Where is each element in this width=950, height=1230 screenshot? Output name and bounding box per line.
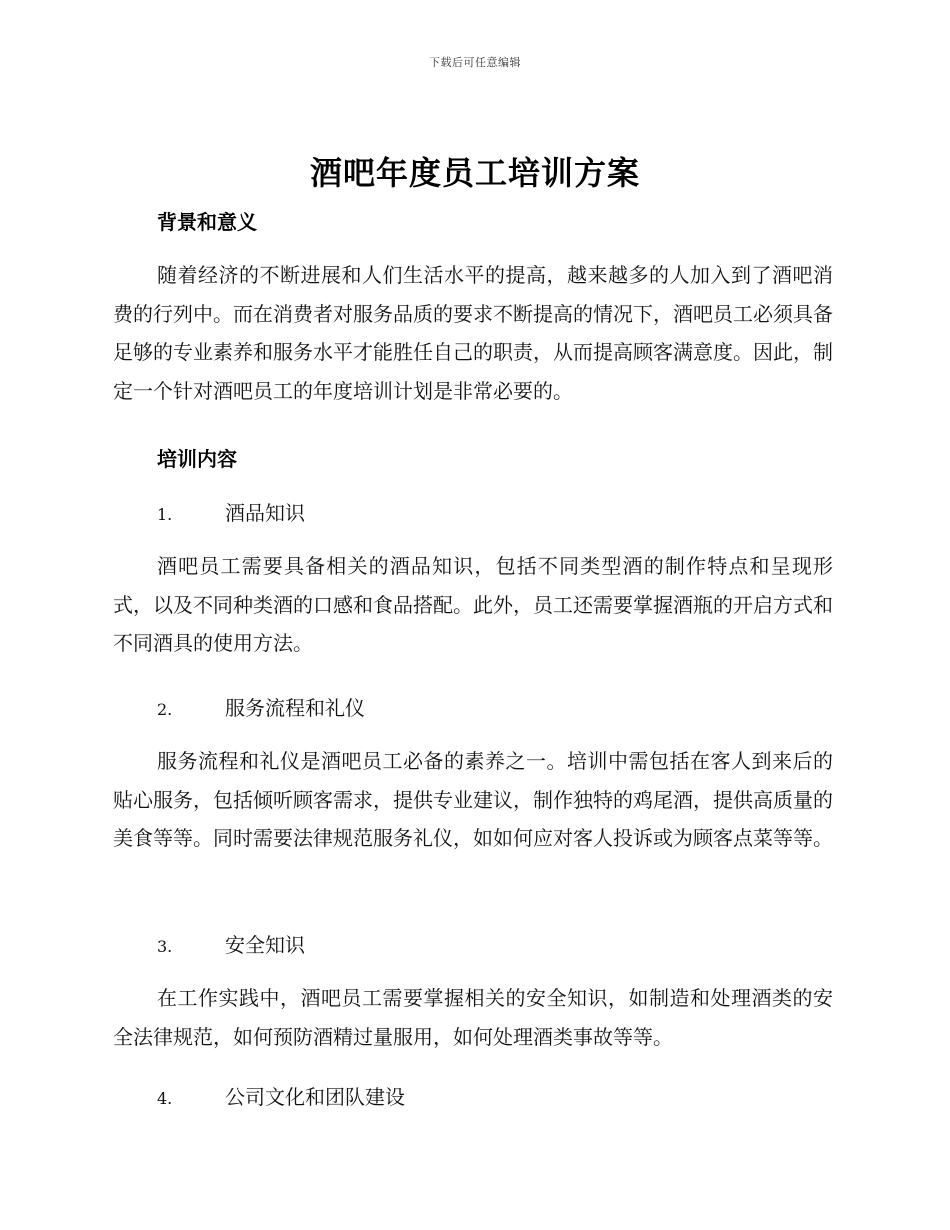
list-item-title: 服务流程和礼仪: [225, 696, 365, 720]
list-item-number: 2.: [157, 700, 173, 719]
header-note: 下载后可任意编辑: [429, 56, 521, 69]
list-item-title: 酒品知识: [225, 501, 305, 525]
section-heading-training: 培训内容: [157, 447, 237, 471]
list-item-title: 安全知识: [225, 933, 305, 957]
paragraph-wine-knowledge: 酒吧员工需要具备相关的酒品知识，包括不同类型酒的制作特点和呈现形式，以及不同种类酒的口感和食品搭配。此外，员工还需要掌握酒瓶的开启方式和不同酒具的使用方法。: [113, 554, 833, 655]
paragraph-service-etiquette: 服务流程和礼仪是酒吧员工必备的素养之一。培训中需包括在客人到来后的贴心服务，包括倾听顾客需求，提供专业建议，制作独特的鸡尾酒，提供高质量的美食等等。同时需要法律规范服务礼仪，如如何应对客人投诉或为顾客点菜等等。: [113, 749, 833, 850]
list-item-number: 3.: [157, 937, 173, 956]
list-item-safety-knowledge: [157, 929, 305, 958]
list-item-company-culture: [157, 1081, 405, 1110]
list-item-number: 4.: [157, 1089, 173, 1108]
list-item-wine-knowledge: [157, 497, 305, 526]
paragraph-safety-knowledge: 在工作实践中，酒吧员工需要掌握相关的安全知识，如制造和处理酒类的安全法律规范，如何预防酒精过量服用，如何处理酒类事故等等。: [113, 986, 833, 1049]
document-title: 酒吧年度员工培训方案: [309, 154, 640, 192]
paragraph-background: 随着经济的不断进展和人们生活水平的提高，越来越多的人加入到了酒吧消费的行列中。而在消费者对服务品质的要求不断提高的情况下，酒吧员工必须具备足够的专业素养和服务水平才能胜任自己的职责，从而提高顾客满意度。因此，制定一个针对酒吧员工的年度培训计划是非常必要的。: [113, 263, 833, 403]
list-item-number: 1.: [157, 505, 173, 524]
section-heading-background: 背景和意义: [157, 210, 257, 234]
list-item-title: 公司文化和团队建设: [225, 1085, 405, 1109]
list-item-service-etiquette: [157, 692, 365, 721]
